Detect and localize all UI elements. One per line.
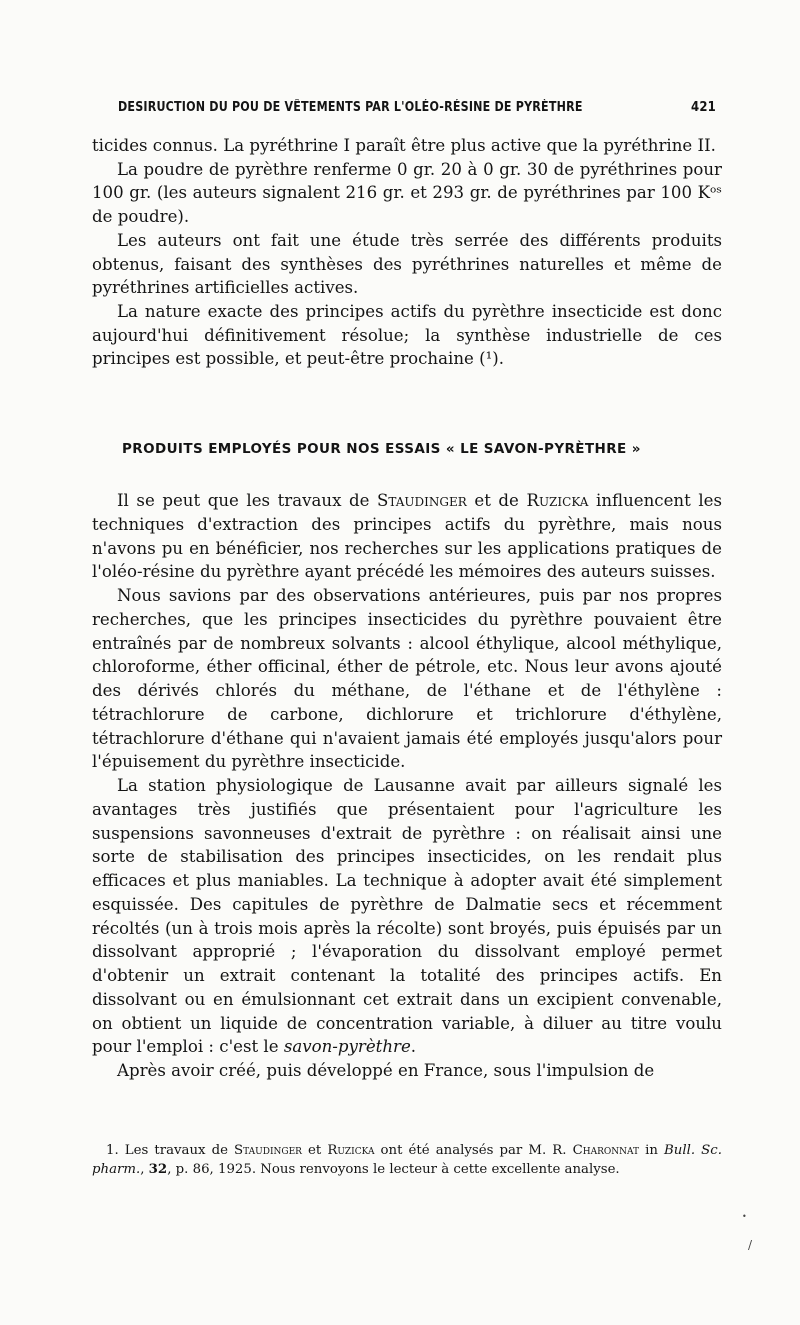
paragraph-continuation: ticides connus. La pyréthrine I paraît être plus active que la pyréthrine II.	[92, 136, 716, 155]
text-run: Il se peut que les travaux de	[117, 491, 378, 510]
text-run: et	[301, 1143, 328, 1158]
paragraph: Après avoir créé, puis développé en France, sous l'impulsion de	[117, 1061, 655, 1080]
text-run: influencent les techniques d'extraction des principes actifs du pyrèthre, mais nous n'avons pu en bénéficier, nos recherches sur les applications pratiques de l'oléo-résine du pyrèthre ayant précédé les mémoires des auteurs suisses.	[92, 491, 722, 582]
volume-number: 32	[148, 1161, 168, 1177]
text-run: et de	[466, 491, 527, 510]
scan-speck: •	[742, 1212, 747, 1221]
running-title: DESIRUCTION DU POU DE VÊTEMENTS PAR L'OLÉO-RÉSINE DE PYRÈTHRE	[118, 100, 583, 115]
section-heading: PRODUITS EMPLOYÉS POUR NOS ESSAIS « LE SAVON-PYRÈTHRE »	[122, 441, 641, 457]
paragraph	[92, 489, 722, 584]
page-number: 421	[690, 100, 716, 115]
body-text-top	[92, 134, 722, 371]
text-run: , p. 86, 1925. Nous renvoyons le lecteur à cette excellente analyse.	[167, 1161, 620, 1177]
paragraph: La poudre de pyrèthre renferme 0 gr. 20 à 0 gr. 30 de pyréthrines pour 100 gr. (les auteurs signalent 216 gr. et 293 gr. de pyréthrines par 100 Kᵒˢ de poudre).	[92, 159, 722, 227]
footnote-number: 1.	[106, 1143, 119, 1158]
author-name: Staudinger	[234, 1143, 302, 1158]
journal-title: Bull. Sc. pharm.	[92, 1143, 722, 1177]
paragraph: Les auteurs ont fait une étude très serrée des différents produits obtenus, faisant des synthèses des pyréthrines naturelles et même de pyréthrines artificielles actives.	[92, 230, 722, 298]
text-run: in	[639, 1143, 665, 1158]
paragraph: Nous savions par des observations antérieures, puis par nos propres recherches, que les principes insecticides du pyrèthre pouvaient être entraînés par de nombreux solvants : alcool éthylique, alcool méthylique, chloroforme, éther officinal, éther de pétrole, etc. Nous leur avons ajouté des dérivés chlorés du méthane, de l'éthane et de l'éthylène : tétrachlorure de carbone, dichlorure et trichlorure d'éthylène, tétrachlorure d'éthane qui n'avaient jamais été employés jusqu'alors pour l'épuisement du pyrèthre insecticide.	[92, 586, 722, 772]
paragraph: La nature exacte des principes actifs du pyrèthre insecticide est donc aujourd'hui définitivement résolue; la synthèse industrielle de ces principes est possible, et peut-être prochaine (¹).	[92, 301, 722, 369]
scan-speck: /	[748, 1238, 753, 1252]
text-run: ont été analysés par M. R.	[374, 1143, 573, 1158]
author-name: Staudinger	[377, 491, 467, 510]
paragraph	[92, 774, 722, 1059]
text-run: .	[410, 1037, 417, 1057]
body-text-main	[92, 489, 722, 1083]
italic-term: savon-pyrèthre	[283, 1037, 411, 1057]
text-run: Les travaux de	[118, 1143, 235, 1158]
text-run: ,	[140, 1161, 149, 1177]
author-name: Charonnat	[572, 1143, 640, 1158]
author-name: Ruzicka	[327, 1143, 375, 1158]
footnote	[92, 1142, 722, 1179]
text-run: La station physiologique de Lausanne avait par ailleurs signalé les avantages très justifiés que présentaient pour l'agriculture les suspensions savonneuses d'extrait de pyrèthre : on réalisait ainsi une sorte de stabilisation des principes insecticides, on les rendait plus efficaces et plus maniables. La technique à adopter avait été simplement esquissée. Des capitules de pyrèthre de Dalmatie secs et récemment récoltés (un à trois mois après la récolte) sont broyés, puis épuisés par un dissolvant approprié ; l'évaporation du dissolvant employé permet d'obtenir un extrait contenant la totalité des principes actifs. En dissolvant ou en émulsionnant cet extrait dans un excipient convenable, on obtient un liquide de concentration variable, à diluer au titre voulu pour l'emploi : c'est le	[92, 776, 722, 1057]
author-name: Ruzicka	[526, 491, 589, 510]
footnote-text	[92, 1142, 722, 1179]
